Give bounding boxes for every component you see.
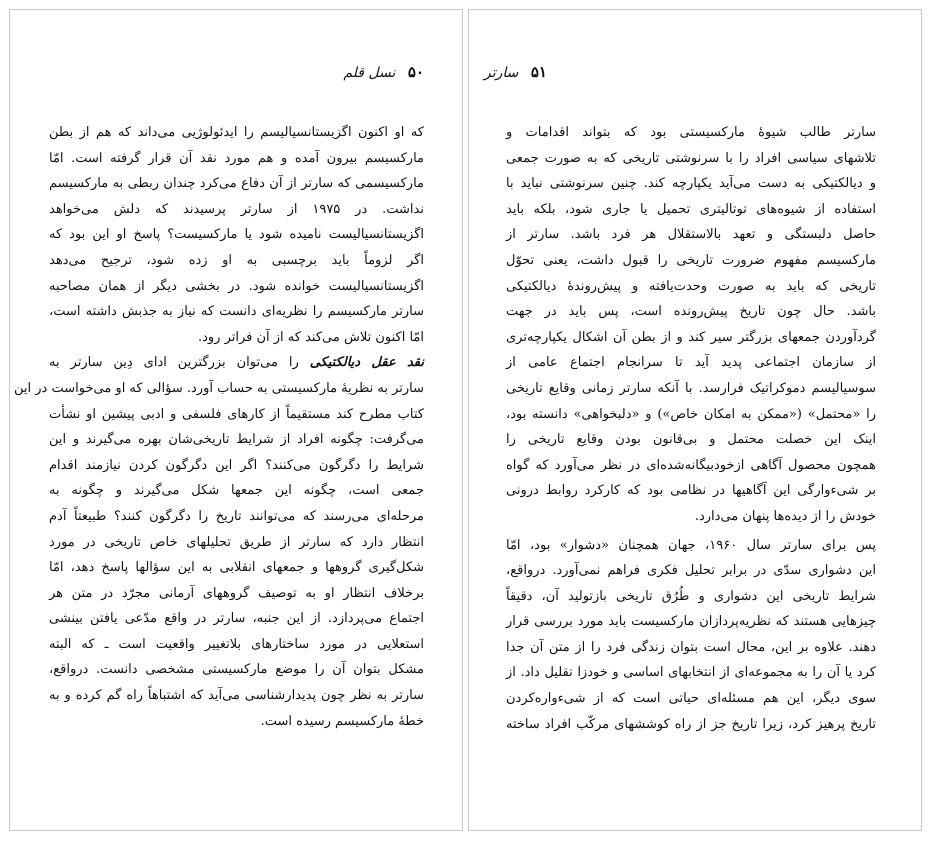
text-line: خودش را از دیده‌ها پنهان می‌دارد.: [694, 508, 876, 524]
text-line: استفاده از شیوه‌های توتالیتری تحمیل یا جاری شود، بلکه باید: [506, 201, 876, 217]
text-line: برخلاف انتظار او به توصیف گروههای آرمانی مجرّد در متن هر: [49, 585, 424, 601]
text-line: اگر لزوماً باید برچسبی به او زده شود، ترجیح می‌دهد: [49, 252, 424, 268]
page-body: [14, 120, 424, 734]
text-line: تاریخ پرهیز کرد، زیرا تاریخ جز از راه کوششهای مرکّب افراد ساخته: [506, 716, 876, 732]
text-line: سارتر به نظر چون پدیدارشناسی می‌آید که اشتباهاً راه گم کرده و به: [49, 688, 424, 704]
critique-lead-text: را می‌توان بزرگترین ادای دِین سارتر به: [49, 355, 299, 371]
text-line: شرایط تاریخی این دشواری و طُرُق تاریخی بازتولید آن، دقیقاً: [506, 588, 876, 604]
text-line: می‌گرفت: چگونه افراد از شرایط تاریخی‌شان بهره می‌گیرند و این: [49, 432, 424, 448]
text-line: از سازمان اجتماعی پدید آید تا سرانجام اجتماع عامی از: [506, 355, 876, 371]
text-line: مرحله‌ای می‌رسند که می‌توانند تاریخ را دگرگون کنند؟ طبیعتاً آدم: [49, 508, 424, 524]
text-line: این دشواری سدّی در برابر تحلیل فکری فراهم نمی‌آورد. درواقع،: [506, 563, 876, 579]
text-line: خطهٔ مارکسیسم رسیده است.: [260, 713, 424, 729]
paragraph-lead-line: [49, 350, 424, 376]
text-line: اگزیستانسیالیست نامیده شود یا مارکسیست؟ پاسخ او این بود که: [49, 227, 424, 243]
text-line: همچون محصول آگاهی ازخودبیگانه‌شده‌ای در نظر می‌آورد که گواه: [506, 457, 876, 473]
text-line: مارکسیسم مفهوم ضرورت تاریخی را قبول داشت، یعنی تحوّل: [506, 252, 876, 268]
text-line: سارتر طالب شیوهٔ مارکسیستی بود که بتواند اقدامات و: [506, 125, 876, 140]
text-line: کرد یا آن را به مجموعه‌ای از انتخابهای اساسی و خودزا تقلیل داد. از: [506, 665, 876, 681]
critique-title: نقد عقل دیالکتیکی: [309, 355, 424, 371]
text-line: جمعی است، چگونه این جمعها شکل می‌گیرند و چگونه به: [49, 483, 424, 499]
left-page: [9, 9, 463, 831]
text-line: بر شیء‌وارگی این آگاهیها در نظامی بود که کارکرد روابط درونی: [506, 483, 876, 499]
text-line: انتظار دارد که سارتر از طریق تحلیلهای خاص تاریخی در مورد: [49, 534, 424, 550]
page-number: ۵۰: [407, 63, 424, 81]
text-line: دهند. علاوه بر این، محال است بتوان زندگی فرد را از متن آن جدا: [506, 639, 876, 655]
text-line: سارتر به نظریهٔ مارکسیستی به حساب آورد. سؤالی که او می‌خواست در این: [14, 380, 424, 396]
text-line: استعلایی در مورد ساختارهای بلاتغییر واقعیت است ـ که البته: [49, 636, 424, 652]
text-line: و دیالکتیکی به دست می‌آید یکپارچه کند. چنین سرنوشتی نباید با: [506, 176, 876, 192]
page-header: [343, 63, 424, 81]
text-line: که او اکنون اگزیستانسیالیسم را ایدئولوژیی می‌داند که هم از بطن: [49, 125, 424, 140]
text-line: امّا اکنون تلاش می‌کند که از آن فراتر رود.: [197, 329, 424, 345]
page-number: ۵۱: [530, 63, 547, 81]
page-body: [506, 120, 876, 737]
text-line: نداشت. در ۱۹۷۵ از سارتر پرسیدند که دلش می‌خواهد: [49, 201, 424, 217]
text-line: را «محتمل» («ممکن به امکان خاص») و «دلبخواهی» دانسته بود،: [506, 406, 876, 422]
text-line: سوی دیگر، این هم مسئله‌ای حیاتی است که از شیءواره‌کردن: [506, 691, 876, 707]
text-line: سارتر مارکسیسم را نظریه‌ای دانست که نیاز به جذبش داشته است،: [49, 304, 424, 320]
text-line: مارکسیسمی که سارتر از آن دفاع می‌کرد چندان ربطی به مارکسیسم: [49, 176, 424, 192]
text-line: تاریخی که باید به صورت وحدت‌یافته و پیش‌روندهٔ دیالکتیکی: [506, 278, 876, 294]
text-line: مارکسیسم بیرون آمده و هم مورد نقد آن قرار گرفته است. امّا: [49, 150, 424, 166]
text-line: اجتماع می‌پردازد. از این جنبه، سارتر در واقع مدّعی یافتن بینشی: [49, 611, 424, 627]
text-line: چیزهایی هستند که نظریه‌پردازان مارکسیست باید مورد بررسی قرار: [506, 614, 876, 630]
text-line: کتاب مطرح کند مستقیماً از کارهای فلسفی و ادبی پیشین او نشأت: [49, 406, 424, 422]
text-line: شرایط را دگرگون می‌کنند؟ اگر این دگرگون کردن نیازمند اقدام: [49, 457, 424, 473]
text-line: باشد. حال چون تاریخ پیش‌رونده است، پس باید در جهت: [506, 304, 876, 320]
text-line: پس برای سارتر سال ۱۹۶۰، جهان همچنان «دشوار» بود، امّا: [506, 537, 876, 553]
text-line: شکل‌گیری گروهها و جمعهای انقلابی به این سؤالها پاسخ دهد، امّا: [49, 560, 424, 576]
text-line: مشکل بتوان آن را موضع مارکسیستی مشخصی دانست. درواقع،: [49, 662, 424, 678]
text-line: اگزیستانسیالیست خوانده شود. در بخشی دیگر از همان مصاحبه: [49, 278, 424, 294]
text-line: حاصل دلبستگی و تعهد بالاستقلال هر فرد باشد. سارتر از: [506, 227, 876, 243]
text-line: سوسیالیسم دموکراتیک فرارسد. با آنکه سارتر زمانی وقایع تاریخی: [506, 380, 876, 396]
right-page: [468, 9, 922, 831]
text-line: تلاشهای سیاسی افراد را با سرنوشتی تاریخی که به صورت جمعی: [506, 150, 876, 166]
running-title: نسل قلم: [343, 65, 396, 81]
text-line: گردآوردن جمعهای بزرگتر سیر کند و از بطن آن اشکال یکپارچه‌تری: [506, 329, 876, 345]
running-title: سارتر: [484, 65, 519, 81]
page-header: [484, 63, 547, 81]
text-line: اینک این خصلت محتمل و بی‌قانون بودن وقایع تاریخی را: [506, 432, 876, 448]
